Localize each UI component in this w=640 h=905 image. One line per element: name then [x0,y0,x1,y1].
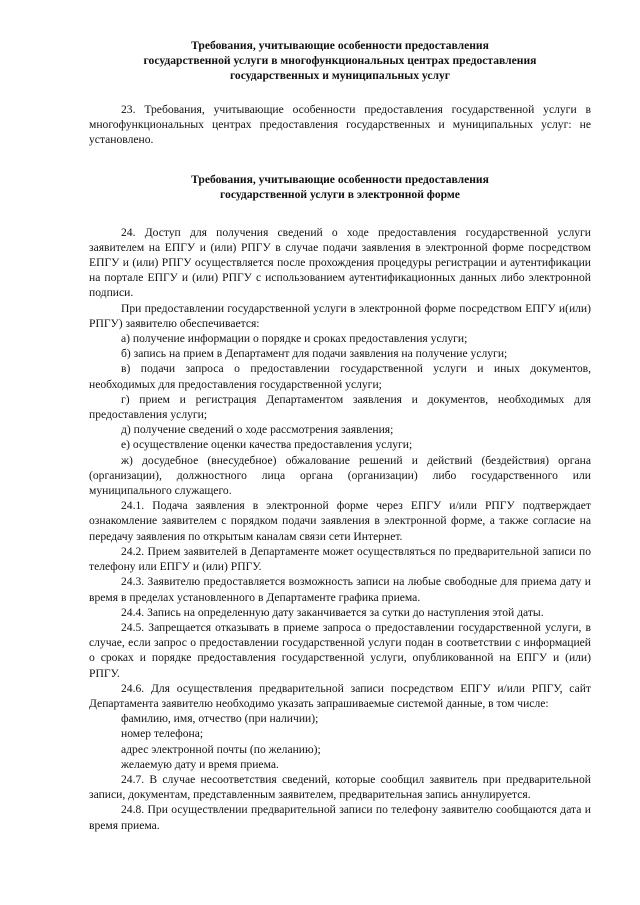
paragraph-23: 23. Требования, учитывающие особенности предоставления государственной услуги в многофункциональных центрах предоставления государственных и муниципальных услуг: не установлено. [89,102,591,147]
list-item-d: д) получение сведений о ходе рассмотрения заявления; [121,423,394,437]
list-item-v: в) подачи запроса о предоставлении государственной услуги и иных документов, необходимых для предоставления государственной услуги; [89,362,591,391]
title-line: Требования, учитывающие особенности предоставления [191,39,489,52]
title-line: государственной услуги в многофункциональных центрах предоставления [143,54,537,68]
paragraph-24-7: 24.7. В случае несоответствия сведений, которые сообщил заявитель при предварительной записи, документам, представленным заявителем, предварительная запись аннулируется. [89,772,591,802]
title-line: государственной услуги в электронной форме [220,188,460,202]
paragraph-24-1: 24.1. Подача заявления в электронной форме через ЕПГУ и/или РПГУ подтверждает ознакомление заявителем с порядком подачи заявления в электронной форме, а также согласие на передачу заявления по открытым каналам связи сети Интернет. [89,499,591,543]
title-line: государственных и муниципальных услуг [229,69,451,83]
paragraph-24-5: 24.5. Запрещается отказывать в приеме запроса о предоставлении государственной услуги, в случае, если запрос о предоставлении государственной услуги подан в соответствии с информацией о сроках и порядке предоставления государственной услуги, опубликованной на ЕПГУ и (или) РПГУ. [89,620,591,680]
paragraph-24: 24. Доступ для получения сведений о ходе предоставления государственной услуги заявителем на ЕПГУ и (или) РПГУ в случае подачи заявления в электронной форме посредством ЕПГУ и (или) РПГУ осуществляется после прохождения процедуры регистрации и аутентификации на портале ЕПГУ и (или) РПГУ с использованием аутентификационных данных либо электронной подписи. [89,225,591,300]
document-page [89,38,591,833]
list-item-b: б) запись на прием в Департамент для подачи заявления на получение услуги; [121,347,508,361]
list-item-zh: ж) досудебное (внесудебное) обжалование решений и действий (бездействия) органа (организации), должностного лица органа (организации) либо государственного или муниципального служащего. [89,453,591,498]
paragraph-24-4: 24.4. Запись на определенную дату заканчивается за сутки до наступления этой даты. [121,605,544,619]
paragraph-24-6: 24.6. Для осуществления предварительной записи посредством ЕПГУ и/или РПГУ, сайт Департамента заявителю необходимо указать запрашиваемые системой данные, в том числе: [89,681,591,710]
list-item-name: фамилию, имя, отчество (при наличии); [121,712,319,726]
paragraph-24-3: 24.3. Заявителю предоставляется возможность записи на любые свободные для приема дату и время в пределах установленного в Департаменте графика приема. [89,575,591,604]
list-item-e: е) осуществление оценки качества предоставления услуги; [121,438,413,452]
paragraph-24-intro: При предоставлении государственной услуги в электронной форме посредством ЕПГУ и(или) РПГУ) заявителю обеспечивается: [89,301,591,330]
paragraph-24-2: 24.2. Прием заявителей в Департаменте может осуществляться по предварительной записи по телефону или ЕПГУ и (или) РПГУ. [89,544,591,574]
list-item-a: а) получение информации о порядке и сроках предоставления услуги; [121,332,468,346]
section-title-mfc [89,38,591,84]
list-item-g: г) прием и регистрация Департаментом заявления и документов, необходимых для предоставления услуги; [89,392,591,422]
paragraph-24-8: 24.8. При осуществлении предварительной записи по телефону заявителю сообщаются дата и время приема. [89,803,591,832]
list-item-date: желаемую дату и время приема. [121,757,279,771]
list-item-email: адрес электронной почты (по желанию); [121,742,321,756]
section-title-electronic [89,172,591,202]
title-line: Требования, учитывающие особенности предоставления [191,173,489,187]
list-item-phone: номер телефона; [121,727,204,741]
